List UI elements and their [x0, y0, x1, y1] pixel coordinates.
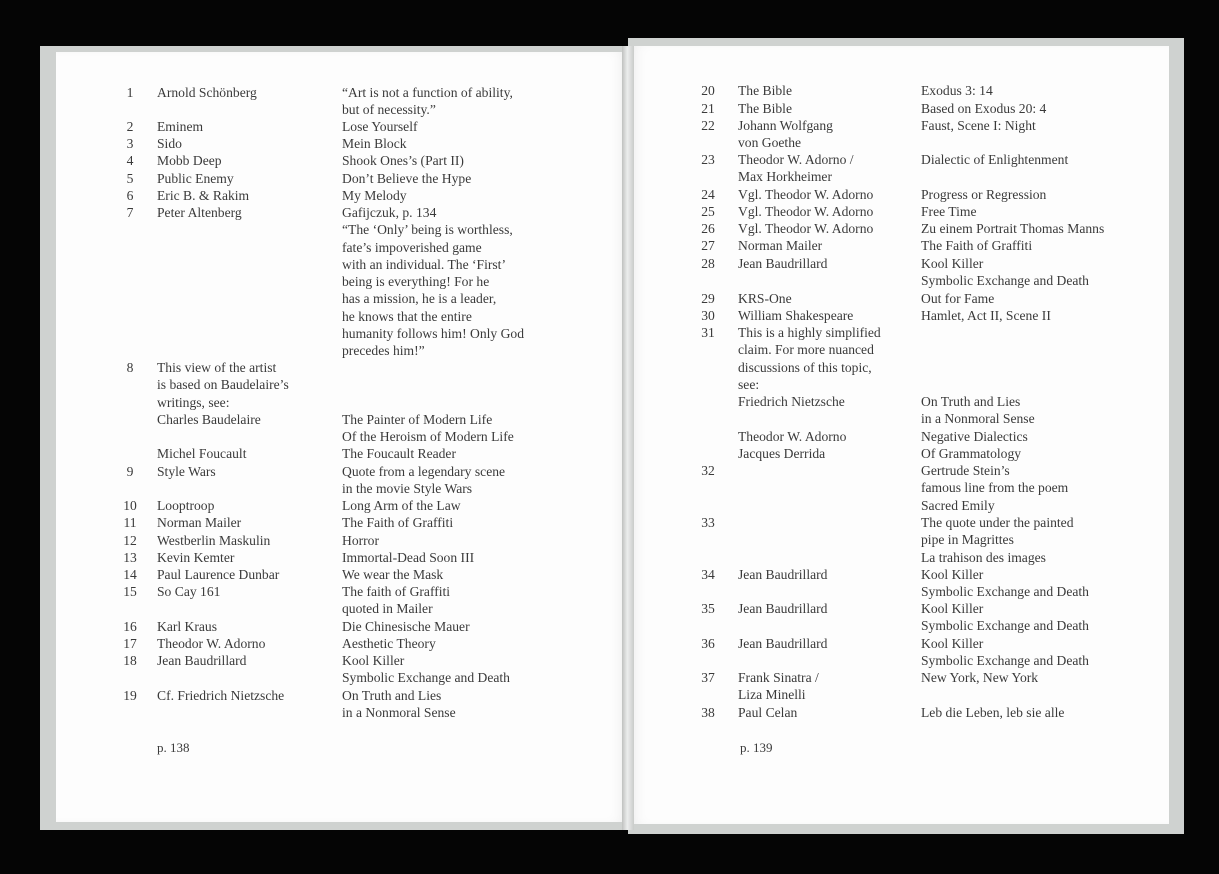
note-reference-line: in a Nonmoral Sense: [921, 411, 1035, 427]
note-source-line: Looptroop: [157, 498, 215, 513]
note-reference-line: Negative Dialectics: [921, 429, 1028, 444]
note-number: 7: [126, 205, 134, 220]
note-reference-line: Exodus 3: 14: [921, 83, 993, 98]
note-reference-line: Dialectic of Enlightenment: [921, 152, 1069, 167]
note-source-line: [738, 514, 741, 531]
note-reference-line: in a Nonmoral Sense: [342, 705, 456, 721]
note-source-line: Norman Mailer: [157, 515, 242, 530]
note-number: 25: [701, 204, 715, 219]
note-number: 33: [701, 515, 715, 530]
note-reference-line: Symbolic Exchange and Death: [921, 653, 1089, 669]
note-number: 11: [123, 515, 137, 530]
note-source-line: Karl Kraus: [157, 619, 218, 634]
note-reference: [921, 635, 1089, 670]
note-reference-line: Symbolic Exchange and Death: [921, 618, 1089, 634]
note-reference-line: [921, 324, 1035, 341]
note-number: 32: [701, 463, 715, 478]
page-number-right: p. 139: [740, 740, 773, 755]
note-source-line: Paul Laurence Dunbar: [157, 567, 280, 582]
note-source: [157, 635, 265, 652]
note-source-line: Jean Baudrillard: [157, 653, 247, 668]
note-source-line: Theodor W. Adorno: [738, 429, 847, 444]
note-reference-line: Gertrude Stein’s: [921, 463, 1010, 478]
note-reference: [342, 118, 418, 135]
note-source: [738, 307, 853, 324]
note-reference-line: [921, 341, 1035, 358]
note-reference-line: Faust, Scene I: Night: [921, 118, 1036, 133]
note-source-line: Johann Wolfgang: [738, 118, 833, 133]
note-number: 13: [123, 550, 137, 565]
note-number: 15: [123, 584, 137, 599]
note-source: [157, 549, 234, 566]
note-reference: [921, 514, 1074, 566]
note-reference-line: Gafijczuk, p. 134: [342, 205, 437, 220]
note-number: 2: [126, 119, 134, 134]
note-source-line: Vgl. Theodor W. Adorno: [738, 221, 874, 236]
note-reference-line: Out for Fame: [921, 291, 995, 306]
note-source: [738, 600, 827, 617]
note-number: 37: [701, 670, 715, 685]
note-source-line: This is a highly simplified: [738, 325, 881, 340]
note-reference-line: Kool Killer: [921, 567, 984, 582]
note-reference-line: Zu einem Portrait Thomas Manns: [921, 221, 1105, 236]
note-reference: [921, 100, 1046, 117]
note-reference-line: quoted in Mailer: [342, 601, 433, 617]
note-reference-line: Free Time: [921, 204, 977, 219]
note-reference-line: Long Arm of the Law: [342, 498, 461, 513]
note-source-line: see:: [738, 376, 760, 392]
note-source-line: Arnold Schönberg: [157, 85, 257, 100]
note-source: [738, 203, 873, 220]
note-reference: [921, 151, 1068, 168]
note-number: 19: [123, 688, 137, 703]
note-reference-line: Sacred Emily: [921, 497, 995, 513]
note-source-line: [738, 462, 741, 479]
note-reference-line: being is everything! For he: [342, 274, 490, 289]
note-source-line: Jacques Derrida: [738, 446, 826, 462]
note-source-line: Vgl. Theodor W. Adorno: [738, 204, 874, 219]
note-number: 24: [701, 187, 715, 202]
note-reference-line: Kool Killer: [921, 256, 984, 271]
note-source-line: Eminem: [157, 119, 204, 134]
note-source-line: Paul Celan: [738, 705, 798, 720]
note-source: [738, 566, 827, 583]
note-source: [157, 514, 241, 531]
note-reference-line: On Truth and Lies: [342, 688, 442, 703]
note-reference-line: Kool Killer: [342, 653, 405, 668]
note-source: [738, 220, 873, 237]
note-source: [738, 82, 792, 99]
note-reference: [342, 532, 379, 549]
note-reference-line: Shook Ones’s (Part II): [342, 153, 464, 168]
note-number: 21: [701, 101, 715, 116]
note-reference-line: [921, 376, 1035, 393]
note-reference: [921, 82, 993, 99]
page-number-left: p. 138: [157, 740, 190, 755]
note-reference: [342, 152, 464, 169]
note-reference-line: in the movie Style Wars: [342, 481, 473, 497]
note-source-line: Mobb Deep: [157, 153, 222, 168]
note-reference-line: Leb die Leben, leb sie alle: [921, 705, 1065, 720]
note-number: 35: [701, 601, 715, 616]
note-reference-line: [342, 359, 514, 376]
note-number: 36: [701, 636, 715, 651]
note-reference-line: The quote under the painted: [921, 515, 1074, 530]
note-number: 14: [123, 567, 137, 582]
note-reference-line: Mein Block: [342, 136, 407, 151]
note-source-line: Public Enemy: [157, 171, 234, 186]
note-reference: [921, 566, 1089, 601]
note-number: 28: [701, 256, 715, 271]
note-reference-line: Symbolic Exchange and Death: [921, 273, 1089, 289]
note-source: [738, 237, 822, 254]
note-reference-line: The faith of Graffiti: [342, 584, 451, 599]
note-reference: [921, 669, 1038, 686]
note-reference-line: he knows that the entire: [342, 308, 472, 324]
note-source: [157, 118, 203, 135]
note-reference-line: precedes him!”: [342, 343, 425, 358]
note-reference-line: with an individual. The ‘First’: [342, 256, 506, 272]
note-source-line: This view of the artist: [157, 360, 277, 375]
note-source: [157, 84, 257, 101]
note-reference-line: Progress or Regression: [921, 187, 1047, 202]
note-reference-line: Immortal-Dead Soon III: [342, 550, 475, 565]
note-reference-line: The Painter of Modern Life: [342, 411, 493, 427]
note-source-line: discussions of this topic,: [738, 359, 872, 375]
note-reference: [921, 290, 994, 307]
note-source: [157, 566, 279, 583]
note-reference: [342, 566, 443, 583]
note-reference-line: Quote from a legendary scene: [342, 464, 506, 479]
note-source-line: Peter Altenberg: [157, 205, 242, 220]
note-source: [738, 462, 741, 479]
note-source: [738, 290, 792, 307]
note-number: 10: [123, 498, 137, 513]
note-reference: [342, 618, 470, 635]
note-reference: [921, 307, 1051, 324]
note-source: [157, 135, 182, 152]
note-source-line: Friedrich Nietzsche: [738, 394, 845, 409]
note-source-line: Cf. Friedrich Nietzsche: [157, 688, 285, 703]
note-source-line: Max Horkheimer: [738, 169, 832, 185]
note-reference: [342, 652, 510, 687]
note-reference-line: Lose Yourself: [342, 119, 418, 134]
note-source: [738, 151, 854, 186]
note-source-line: Norman Mailer: [738, 238, 823, 253]
note-reference: [342, 187, 407, 204]
note-reference-line: The Faith of Graffiti: [921, 238, 1033, 253]
note-source-line: Jean Baudrillard: [738, 601, 828, 616]
note-reference: [921, 237, 1032, 254]
note-reference: [342, 549, 474, 566]
note-reference-line: Hamlet, Act II, Scene II: [921, 308, 1051, 323]
note-source: [738, 635, 827, 652]
note-source: [157, 463, 216, 480]
note-source: [738, 514, 741, 531]
note-reference-line: famous line from the poem: [921, 480, 1069, 496]
note-source: [738, 324, 881, 410]
note-reference: [342, 463, 505, 498]
note-reference: [342, 170, 471, 187]
note-source: [157, 497, 214, 514]
note-reference-line: The Foucault Reader: [342, 446, 456, 461]
note-source-line: So Cay 161: [157, 584, 221, 599]
note-number: 4: [126, 153, 134, 168]
note-source-line: The Bible: [738, 83, 792, 98]
note-reference: [921, 324, 1035, 428]
note-source: [157, 359, 289, 428]
note-source-line: Liza Minelli: [738, 687, 806, 703]
note-reference: [342, 84, 513, 119]
note-reference-line: Aesthetic Theory: [342, 636, 436, 651]
note-reference-line: My Melody: [342, 188, 407, 203]
note-number: 38: [701, 705, 715, 720]
note-reference: [921, 186, 1046, 203]
note-source: [157, 204, 242, 221]
note-source: [738, 117, 833, 152]
note-source-line: William Shakespeare: [738, 308, 854, 323]
note-number: 9: [126, 464, 134, 479]
note-reference: [921, 462, 1068, 514]
note-reference-line: We wear the Mask: [342, 567, 444, 582]
note-source-line: KRS-One: [738, 291, 792, 306]
note-reference: [342, 497, 461, 514]
note-reference-line: Kool Killer: [921, 601, 984, 616]
note-source: [157, 445, 246, 462]
note-reference-line: pipe in Magrittes: [921, 532, 1014, 548]
note-number: 12: [123, 533, 137, 548]
note-source: [157, 583, 220, 600]
note-source: [738, 100, 792, 117]
note-source-line: The Bible: [738, 101, 792, 116]
note-number: 26: [701, 221, 715, 236]
note-reference-line: “Art is not a function of ability,: [342, 85, 513, 100]
note-number: 3: [126, 136, 134, 151]
note-reference-line: The Faith of Graffiti: [342, 515, 454, 530]
note-reference: [921, 600, 1089, 635]
note-reference: [342, 687, 456, 722]
note-source: [157, 687, 284, 704]
note-reference-line: Of the Heroism of Modern Life: [342, 429, 514, 444]
note-number: 5: [126, 171, 134, 186]
note-source: [738, 186, 873, 203]
note-source-line: claim. For more nuanced: [738, 342, 874, 358]
note-number: 22: [701, 118, 715, 133]
note-reference-line: Don’t Believe the Hype: [342, 171, 472, 186]
note-reference: [921, 428, 1028, 463]
note-number: 17: [123, 636, 137, 651]
note-source-line: Vgl. Theodor W. Adorno: [738, 187, 874, 202]
note-source-line: Eric B. & Rakim: [157, 188, 250, 203]
note-number: 6: [126, 188, 134, 203]
note-reference-line: Horror: [342, 533, 379, 548]
note-reference-line: Die Chinesische Mauer: [342, 619, 470, 634]
note-number: 23: [701, 152, 715, 167]
note-reference-line: Symbolic Exchange and Death: [342, 670, 510, 686]
note-number: 8: [126, 360, 134, 375]
note-reference-line: [342, 394, 514, 411]
note-number: 16: [123, 619, 137, 634]
note-source-line: Sido: [157, 136, 182, 151]
note-source-line: Style Wars: [157, 464, 216, 479]
note-reference: [342, 204, 524, 359]
note-reference-line: but of necessity.”: [342, 102, 436, 118]
note-reference: [342, 445, 456, 462]
note-reference: [921, 220, 1104, 237]
note-source-line: Theodor W. Adorno: [157, 636, 266, 651]
note-source-line: Michel Foucault: [157, 446, 247, 461]
note-source: [738, 704, 797, 721]
note-source: [157, 652, 246, 669]
note-reference: [342, 635, 436, 652]
note-source-line: Westberlin Maskulin: [157, 533, 271, 548]
note-reference-line: Kool Killer: [921, 636, 984, 651]
note-number: 18: [123, 653, 137, 668]
note-reference: [342, 359, 514, 445]
note-source: [738, 669, 819, 704]
note-reference: [342, 135, 407, 152]
note-source: [738, 428, 846, 463]
note-reference-line: “The ‘Only’ being is worthless,: [342, 222, 513, 238]
note-source-line: Kevin Kemter: [157, 550, 235, 565]
note-reference: [342, 514, 453, 531]
note-source-line: writings, see:: [157, 394, 230, 410]
note-source: [738, 255, 827, 272]
note-source-line: Charles Baudelaire: [157, 411, 261, 427]
note-source-line: von Goethe: [738, 135, 802, 151]
note-source: [157, 187, 249, 204]
note-reference-line: has a mission, he is a leader,: [342, 291, 497, 307]
note-reference: [921, 117, 1036, 134]
note-number: 34: [701, 567, 715, 582]
note-reference-line: Based on Exodus 20: 4: [921, 101, 1047, 116]
note-source: [157, 532, 270, 549]
note-source-line: is based on Baudelaire’s: [157, 377, 289, 393]
note-reference-line: New York, New York: [921, 670, 1039, 685]
note-source-line: Jean Baudrillard: [738, 636, 828, 651]
note-reference-line: fate’s impoverished game: [342, 239, 482, 255]
note-reference-line: La trahison des images: [921, 549, 1046, 565]
note-number: 31: [701, 325, 715, 340]
note-reference: [342, 583, 450, 618]
note-number: 1: [126, 85, 134, 100]
note-reference-line: Of Grammatology: [921, 446, 1022, 462]
note-reference: [921, 704, 1064, 721]
note-source-line: Jean Baudrillard: [738, 256, 828, 271]
note-reference: [921, 255, 1089, 290]
note-source: [157, 170, 234, 187]
note-number: 29: [701, 291, 715, 306]
note-number: 27: [701, 238, 715, 253]
note-reference-line: [921, 359, 1035, 376]
note-reference-line: humanity follows him! Only God: [342, 325, 524, 341]
note-number: 30: [701, 308, 715, 323]
note-reference: [921, 203, 977, 220]
note-source-line: Frank Sinatra /: [738, 670, 819, 685]
note-reference-line: [342, 376, 514, 393]
note-source-line: Jean Baudrillard: [738, 567, 828, 582]
note-reference-line: On Truth and Lies: [921, 394, 1021, 409]
note-source: [157, 152, 222, 169]
book-gutter: [622, 46, 634, 830]
note-source: [157, 618, 217, 635]
note-number: 20: [701, 83, 715, 98]
note-source-line: Theodor W. Adorno /: [738, 152, 854, 167]
note-reference-line: Symbolic Exchange and Death: [921, 584, 1089, 600]
